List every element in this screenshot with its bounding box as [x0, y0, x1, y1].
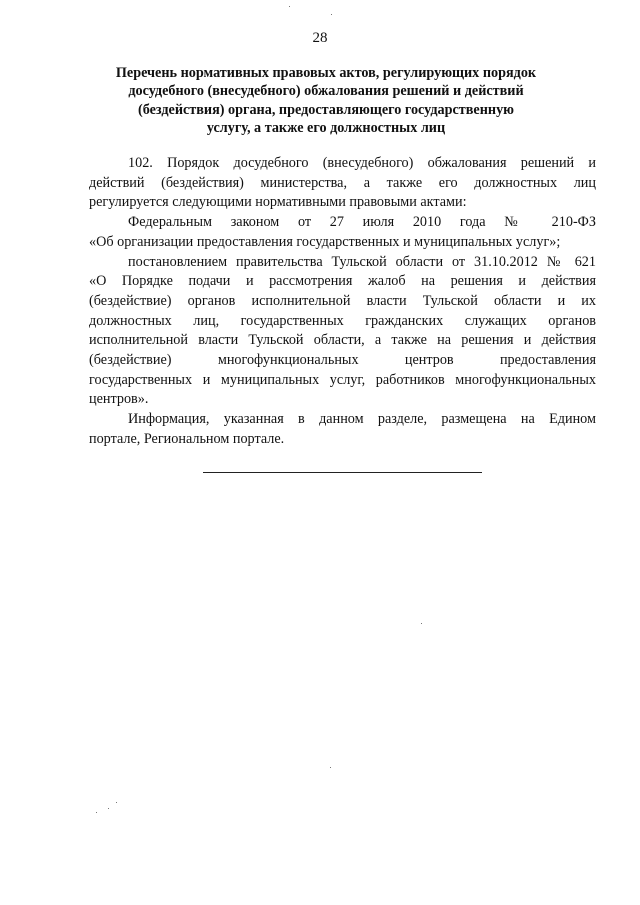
scan-speck: [108, 808, 109, 809]
paragraph-federal-law: [89, 213, 596, 252]
text-line: «Об организации предоставления государственных и муниципальных услуг»;: [89, 233, 561, 250]
scan-speck: [116, 802, 117, 803]
section-divider: [203, 472, 482, 473]
scan-speck: [96, 812, 97, 813]
title-line: досудебного (внесудебного) обжалования решений и действий: [128, 83, 524, 100]
scan-speck: [330, 767, 331, 768]
paragraph-102: [89, 154, 596, 213]
text-line: государственных и муниципальных услуг, работников многофункциональных: [89, 371, 596, 388]
title-line: услугу, а также его должностных лиц: [206, 120, 446, 137]
title-line: (бездействия) органа, предоставляющего государственную: [137, 101, 515, 118]
document-title: [100, 64, 552, 138]
text-line: «О Порядке подачи и рассмотрения жалоб на решения и действия: [89, 273, 596, 290]
paragraph-regional-resolution: [89, 253, 596, 411]
text-line: Информация, указанная в данном разделе, размещена на Едином: [128, 411, 596, 428]
scan-speck: [289, 6, 290, 7]
text-line: исполнительной власти Тульской области, а также на решения и действия: [89, 332, 596, 349]
text-line: 102. Порядок досудебного (внесудебного) обжалования решений и: [128, 155, 596, 171]
text-line: действий (бездействия) министерства, а также его должностных лиц: [89, 174, 596, 191]
scan-speck: [331, 14, 332, 15]
text-line: центров».: [89, 391, 149, 408]
text-line: регулируется следующими нормативными правовыми актами:: [89, 194, 467, 211]
document-body: [89, 154, 596, 450]
text-line: Федеральным законом от 27 июля 2010 года № 210-ФЗ: [128, 214, 596, 231]
title-line: Перечень нормативных правовых актов, регулирующих порядок: [115, 65, 537, 81]
text-line: (бездействие) органов исполнительной власти Тульской области и их: [89, 292, 596, 309]
page-number: 28: [312, 30, 328, 46]
text-line: (бездействие) многофункциональных центров предоставления: [89, 352, 596, 369]
paragraph-information: [89, 410, 596, 449]
scan-speck: [421, 623, 422, 624]
text-line: портале, Региональном портале.: [89, 430, 285, 447]
text-line: должностных лиц, государственных гражданских служащих органов: [89, 312, 596, 329]
text-line: постановлением правительства Тульской области от 31.10.2012 № 621: [128, 253, 596, 270]
